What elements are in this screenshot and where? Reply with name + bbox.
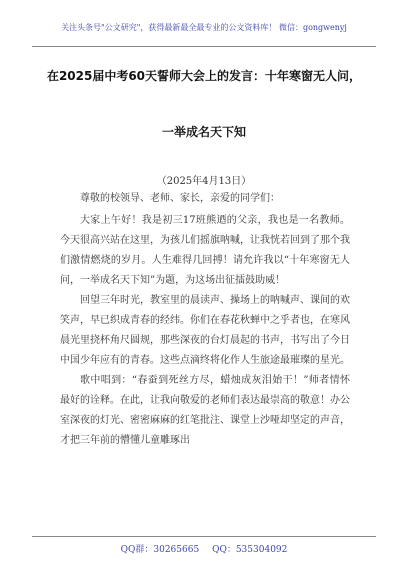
header-banner: 关注头条号"公文研究"，获得最新最全最专业的公文资料库！ 微信：gongwenyj: [61, 23, 347, 32]
header-divider: [32, 46, 376, 47]
paragraph-1: 大家上午好！我是初三17班熊迺的父亲，我也是一名教师。今天很高兴站在这里，为孩儿们摇旗呐喊，让我恍若回到了那个我们激情燃烧的岁月。人生难得几回搏！请允许我以“十年寒窗无人问，一举成名天下知”为题，为这场出征擂鼓助威！: [60, 215, 350, 286]
footer: [0, 542, 408, 555]
salutation: 尊敬的校领导、老师、家长，亲爱的同学们：: [80, 193, 280, 204]
document-title-line2: 一举成名天下知: [161, 125, 246, 139]
paragraph-2: 回望三年时光，教室里的晨读声、操场上的呐喊声、课间的欢笑声，早已织成青春的经纬。你们在春花秋蝉中之乎者也，在寒风晨光里挠杯角尺圆规，那些深夜的台灯晨起的书声，书写出了今日中国少年应有的青春。这些点滴终将化作人生旅途最璀璨的星光。: [60, 295, 350, 366]
footer-qq-group: QQ群：30265665: [120, 545, 200, 555]
footer-qq: QQ：535304092: [212, 545, 288, 555]
paragraph-3: 歌中唱到：“春蚕到死丝方尽，蜡烛成灰泪始干！”师者情怀最好的诠释。在此，让我向敬爱的老师们表达最崇高的敬意！办公室深夜的灯光、密密麻麻的红笔批注、课堂上沙哑却坚定的声音，才把三年前的懵懂儿童雕琢出: [60, 375, 350, 446]
document-title-line1: 在2025届中考60天誓师大会上的发言：十年寒窗无人问，: [46, 69, 362, 83]
footer-divider: [32, 536, 376, 537]
document-date: （2025年4月13日）: [156, 176, 252, 187]
document-body: [60, 189, 350, 451]
